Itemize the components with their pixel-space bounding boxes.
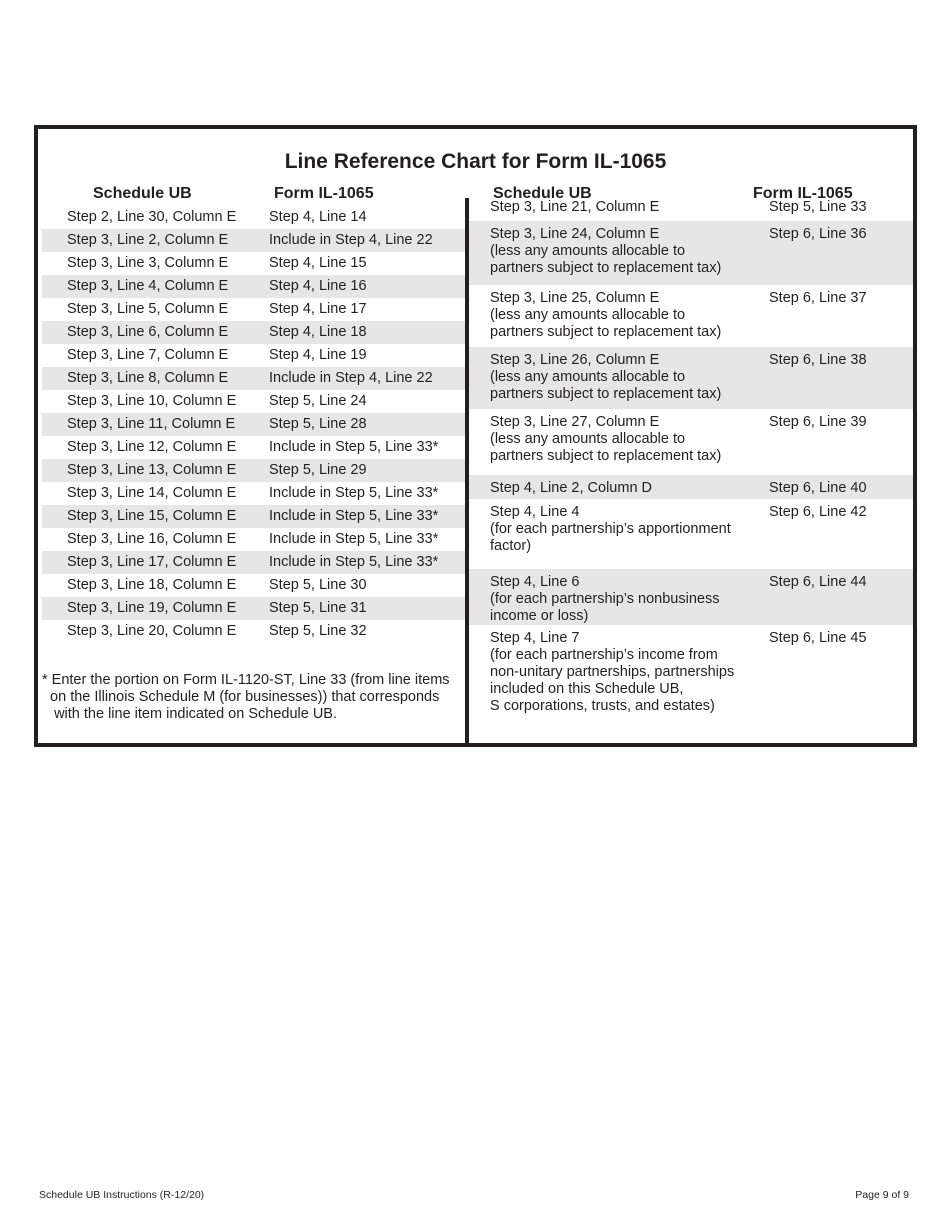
form-il1065-reference: Include in Step 5, Line 33*	[269, 508, 439, 524]
schedule-ub-reference	[490, 290, 721, 341]
left-table-row	[42, 551, 465, 574]
form-il1065-reference: Step 4, Line 14	[269, 209, 367, 225]
schedule-ub-reference: Step 3, Line 4, Column E	[67, 278, 229, 294]
schedule-ub-reference: Step 3, Line 14, Column E	[67, 485, 237, 501]
schedule-ub-reference-line: (less any amounts allocable to	[490, 431, 686, 447]
form-il1065-reference: Step 5, Line 28	[269, 416, 367, 432]
schedule-ub-reference-line: (for each partnership’s apportionment	[490, 521, 731, 537]
schedule-ub-reference	[490, 504, 731, 555]
schedule-ub-reference: Step 3, Line 18, Column E	[67, 577, 237, 593]
right-table-row	[469, 625, 913, 747]
form-il1065-reference: Step 4, Line 19	[269, 347, 367, 363]
schedule-ub-reference: Step 3, Line 20, Column E	[67, 623, 237, 639]
form-il1065-reference: Step 6, Line 45	[769, 630, 867, 646]
form-il1065-reference: Step 4, Line 16	[269, 278, 367, 294]
schedule-ub-reference-line: factor)	[490, 538, 532, 554]
schedule-ub-reference: Step 3, Line 2, Column E	[67, 232, 229, 248]
form-il1065-reference: Step 6, Line 42	[769, 504, 867, 520]
left-table-row	[42, 344, 465, 367]
schedule-ub-reference	[490, 226, 721, 277]
left-header-form-il1065: Form IL-1065	[274, 185, 374, 202]
form-il1065-reference: Include in Step 5, Line 33*	[269, 439, 439, 455]
form-il1065-reference: Step 5, Line 30	[269, 577, 367, 593]
schedule-ub-reference: Step 3, Line 15, Column E	[67, 508, 237, 524]
line-reference-chart	[34, 125, 917, 747]
left-table-row	[42, 275, 465, 298]
schedule-ub-reference-line: Step 4, Line 6	[490, 574, 580, 590]
schedule-ub-reference-line: S corporations, trusts, and estates)	[490, 698, 715, 714]
schedule-ub-reference-line: (less any amounts allocable to	[490, 307, 686, 323]
footer-page-number: Page 9 of 9	[855, 1189, 909, 1201]
schedule-ub-reference: Step 3, Line 5, Column E	[67, 301, 229, 317]
schedule-ub-reference: Step 2, Line 30, Column E	[67, 209, 237, 225]
schedule-ub-reference: Step 3, Line 8, Column E	[67, 370, 229, 386]
left-table-row	[42, 252, 465, 275]
right-table-row	[469, 475, 913, 499]
form-il1065-reference: Step 6, Line 40	[769, 480, 867, 496]
schedule-ub-reference: Step 3, Line 11, Column E	[67, 416, 236, 432]
form-il1065-reference: Step 5, Line 32	[269, 623, 367, 639]
schedule-ub-reference: Step 3, Line 16, Column E	[67, 531, 237, 547]
form-il1065-reference: Include in Step 4, Line 22	[269, 232, 433, 248]
schedule-ub-reference	[490, 574, 719, 625]
schedule-ub-reference: Step 3, Line 19, Column E	[67, 600, 237, 616]
left-table-row	[42, 482, 465, 505]
schedule-ub-reference-line: (for each partnership’s income from	[490, 647, 718, 663]
form-il1065-reference: Step 4, Line 18	[269, 324, 367, 340]
schedule-ub-reference: Step 3, Line 12, Column E	[67, 439, 237, 455]
left-table-row	[42, 206, 465, 229]
chart-title: Line Reference Chart for Form IL-1065	[284, 150, 667, 173]
form-il1065-reference: Step 6, Line 39	[769, 414, 867, 430]
schedule-ub-reference: Step 3, Line 17, Column E	[67, 554, 237, 570]
schedule-ub-reference	[490, 199, 659, 216]
schedule-ub-reference: Step 3, Line 6, Column E	[67, 324, 229, 340]
schedule-ub-reference-line: Step 4, Line 4	[490, 504, 580, 520]
schedule-ub-reference-line: (less any amounts allocable to	[490, 369, 686, 385]
footnote-line: on the Illinois Schedule M (for businesses)) that corresponds	[42, 689, 440, 705]
right-table-row	[469, 285, 913, 347]
schedule-ub-reference-line: Step 4, Line 2, Column D	[490, 480, 653, 496]
left-header-schedule-ub: Schedule UB	[93, 185, 192, 202]
footer-form-id: Schedule UB Instructions (R-12/20)	[39, 1189, 205, 1201]
form-il1065-reference: Step 5, Line 24	[269, 393, 367, 409]
form-il1065-reference: Step 6, Line 38	[769, 352, 867, 368]
schedule-ub-reference: Step 3, Line 3, Column E	[67, 255, 229, 271]
form-il1065-reference: Step 4, Line 17	[269, 301, 367, 317]
left-table-row	[42, 505, 465, 528]
schedule-ub-reference: Step 3, Line 7, Column E	[67, 347, 229, 363]
schedule-ub-reference-line: (less any amounts allocable to	[490, 243, 686, 259]
schedule-ub-reference	[490, 480, 652, 497]
form-il1065-reference: Include in Step 4, Line 22	[269, 370, 433, 386]
left-table-row	[42, 436, 465, 459]
schedule-ub-reference-line: partners subject to replacement tax)	[490, 448, 722, 464]
left-table-row	[42, 367, 465, 390]
right-table-row	[469, 499, 913, 569]
right-header-schedule-ub: Schedule UB	[493, 185, 592, 202]
left-table-row	[42, 597, 465, 620]
form-il1065-reference: Step 5, Line 29	[269, 462, 367, 478]
schedule-ub-reference-line: Step 3, Line 25, Column E	[490, 290, 660, 306]
schedule-ub-reference-line: income or loss)	[490, 608, 589, 624]
schedule-ub-reference-line: included on this Schedule UB,	[490, 681, 684, 697]
right-table-row	[469, 347, 913, 409]
schedule-ub-reference	[490, 414, 721, 465]
left-table-row	[42, 390, 465, 413]
footnote	[42, 672, 462, 723]
schedule-ub-reference-line: partners subject to replacement tax)	[490, 386, 722, 402]
schedule-ub-reference-line: Step 4, Line 7	[490, 630, 580, 646]
schedule-ub-reference-line: non-unitary partnerships, partnerships	[490, 664, 735, 680]
schedule-ub-reference-line: (for each partnership’s nonbusiness	[490, 591, 720, 607]
left-table-row	[42, 620, 465, 643]
right-table-row	[469, 221, 913, 285]
schedule-ub-reference	[490, 630, 734, 715]
schedule-ub-reference-line: Step 3, Line 26, Column E	[490, 352, 660, 368]
left-table-row	[42, 298, 465, 321]
schedule-ub-reference	[490, 352, 721, 403]
footnote-line: with the line item indicated on Schedule UB.	[42, 706, 337, 722]
right-header-form-il1065: Form IL-1065	[753, 185, 853, 202]
right-table-row	[469, 409, 913, 475]
schedule-ub-reference-line: Step 3, Line 24, Column E	[490, 226, 660, 242]
form-il1065-reference: Include in Step 5, Line 33*	[269, 554, 439, 570]
form-il1065-reference: Step 6, Line 36	[769, 226, 867, 242]
left-table-row	[42, 321, 465, 344]
right-table-row	[469, 569, 913, 625]
left-table-row	[42, 528, 465, 551]
left-table-row	[42, 459, 465, 482]
form-il1065-reference: Step 5, Line 31	[269, 600, 367, 616]
form-il1065-reference: Step 6, Line 37	[769, 290, 867, 306]
schedule-ub-reference-line: partners subject to replacement tax)	[490, 324, 722, 340]
form-il1065-reference: Step 6, Line 44	[769, 574, 867, 590]
form-il1065-reference: Step 5, Line 33	[769, 199, 867, 215]
left-table-row	[42, 413, 465, 436]
schedule-ub-reference: Step 3, Line 13, Column E	[67, 462, 237, 478]
left-table-row	[42, 574, 465, 597]
form-il1065-reference: Include in Step 5, Line 33*	[269, 531, 439, 547]
left-table-row	[42, 229, 465, 252]
schedule-ub-reference-line: Step 3, Line 21, Column E	[490, 199, 660, 215]
footnote-line: * Enter the portion on Form IL-1120-ST, Line 33 (from line items	[42, 672, 450, 688]
schedule-ub-reference: Step 3, Line 10, Column E	[67, 393, 237, 409]
form-il1065-reference: Step 4, Line 15	[269, 255, 367, 271]
schedule-ub-reference-line: Step 3, Line 27, Column E	[490, 414, 660, 430]
right-table-row	[469, 198, 913, 221]
form-il1065-reference: Include in Step 5, Line 33*	[269, 485, 439, 501]
schedule-ub-reference-line: partners subject to replacement tax)	[490, 260, 722, 276]
